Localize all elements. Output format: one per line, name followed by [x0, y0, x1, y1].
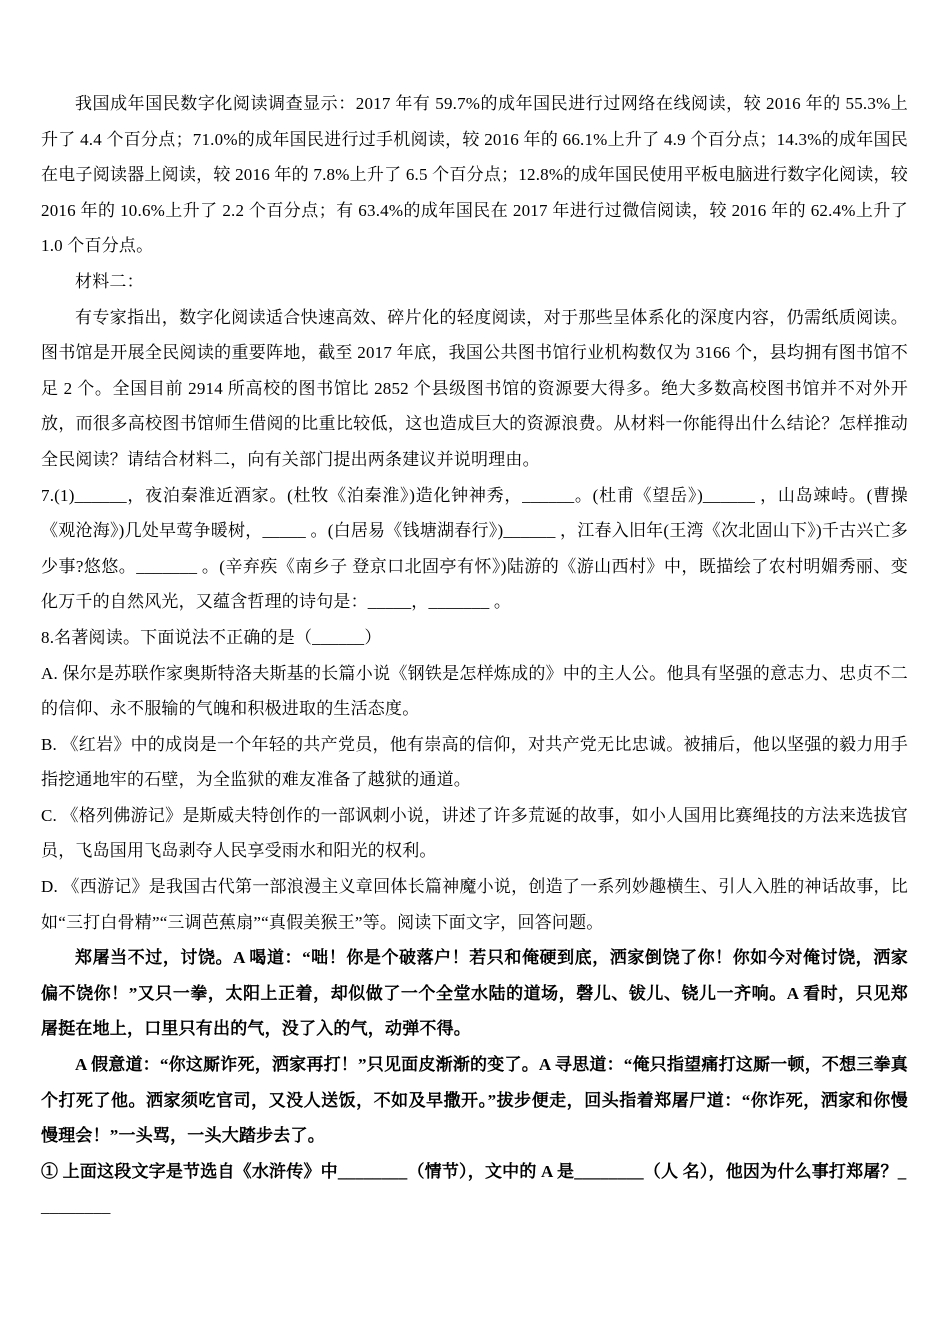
question-8-option-b: B. 《红岩》中的成岗是一个年轻的共产党员，他有崇高的信仰，对共产党无比忠诚。被捕后，他以坚强的毅力用手指挖通地牢的石壁，为全监狱的难友准备了越狱的通道。	[41, 734, 908, 790]
question-7-fill-in-blanks: 7.(1)______，夜泊秦淮近酒家。(杜牧《泊秦淮》)造化钟神秀，______。(杜甫《望岳》)______ ，山岛竦峙。(曹操《观沧海》)几处早莺争暖树，_____ 。(白居易《钱塘湖春行》)______ ，江春入旧年(王湾《次北固山下》)千古兴亡多少事?悠悠。_______ 。(辛弃疾《南乡子 登京口北固亭有怀》)陆游的《游山西村》中，既描绘了农村明媚秀丽、变化万千的自然风光，又蕴含哲理的诗句是：_____，_______ 。	[41, 485, 908, 612]
question-8-stem: 8.名著阅读。下面说法不正确的是（______）	[41, 627, 382, 647]
question-8-option-c: C. 《格列佛游记》是斯威夫特创作的一部讽刺小说，讲述了许多荒诞的故事，如小人国用比赛绳技的方法来选拔官员，飞岛国用飞岛剥夺人民享受雨水和阳光的权利。	[41, 805, 908, 861]
label-material-two: 材料二：	[75, 271, 144, 291]
novel-excerpt-paragraph-1: 郑屠当不过，讨饶。A 喝道：“咄！你是个破落户！若只和俺硬到底，洒家倒饶了你！你如今对俺讨饶，洒家偏不饶你！”又只一拳，太阳上正着，却似做了一个全堂水陆的道场，磬儿、钹儿、铙儿一齐响。A 看时，只见郑屠挺在地上，口里只有出的气，没了入的气，动弹不得。	[41, 948, 908, 1039]
question-8-option-a: A. 保尔是苏联作家奥斯特洛夫斯基的长篇小说《钢铁是怎样炼成的》中的主人公。他具有坚强的意志力、忠贞不二的信仰、永不服输的气魄和积极进取的生活态度。	[41, 663, 908, 719]
paragraph-expert-opinion: 有专家指出，数字化阅读适合快速高效、碎片化的轻度阅读，对于那些呈体系化的深度内容，仍需纸质阅读。图书馆是开展全民阅读的重要阵地，截至 2017 年底，我国公共图书馆行业机构数仅为 3166 个，县均拥有图书馆不足 2 个。全国目前 2914 所高校的图书馆比 2852 个县级图书馆的资源要大得多。绝大多数高校图书馆并不对外开放，而很多高校图书馆师生借阅的比重比较低，这也造成巨大的资源浪费。从材料一你能得出什么结论？怎样推动全民阅读？请结合材料二，向有关部门提出两条建议并说明理由。	[41, 307, 908, 469]
paragraph-reading-survey: 我国成年国民数字化阅读调查显示：2017 年有 59.7%的成年国民进行过网络在线阅读，较 2016 年的 55.3%上升了 4.4 个百分点；71.0%的成年国民进行过手机阅读，较 2016 年的 66.1%上升了 4.9 个百分点；14.3%的成年国民在电子阅读器上阅读，较 2016 年的 7.8%上升了 6.5 个百分点；12.8%的成年国民使用平板电脑进行数字化阅读，较 2016 年的 10.6%上升了 2.2 个百分点；有 63.4%的成年国民在 2017 年进行过微信阅读，较 2016 年的 62.4%上升了 1.0 个百分点。	[41, 94, 908, 256]
novel-excerpt-paragraph-2: A 假意道：“你这厮诈死，洒家再打！”只见面皮渐渐的变了。A 寻思道：“俺只指望痛打这厮一顿，不想三拳真个打死了他。洒家须吃官司，又没人送饭，不如及早撒开。”拔步便走，回头指着郑屠尸道：“你诈死，洒家和你慢慢理会！”一头骂，一头大踏步去了。	[41, 1055, 908, 1146]
answer-blank-line: ________	[41, 1197, 111, 1217]
sub-question-1: ① 上面这段文字是节选自《水浒传》中________（情节），文中的 A 是________（人 名），他因为什么事打郑屠？_	[41, 1161, 907, 1181]
question-8-option-d: D. 《西游记》是我国古代第一部浪漫主义章回体长篇神魔小说，创造了一系列妙趣横生、引人入胜的神话故事，比如“三打白骨精”“三调芭蕉扇”“真假美猴王”等。阅读下面文字，回答问题。	[41, 877, 908, 932]
